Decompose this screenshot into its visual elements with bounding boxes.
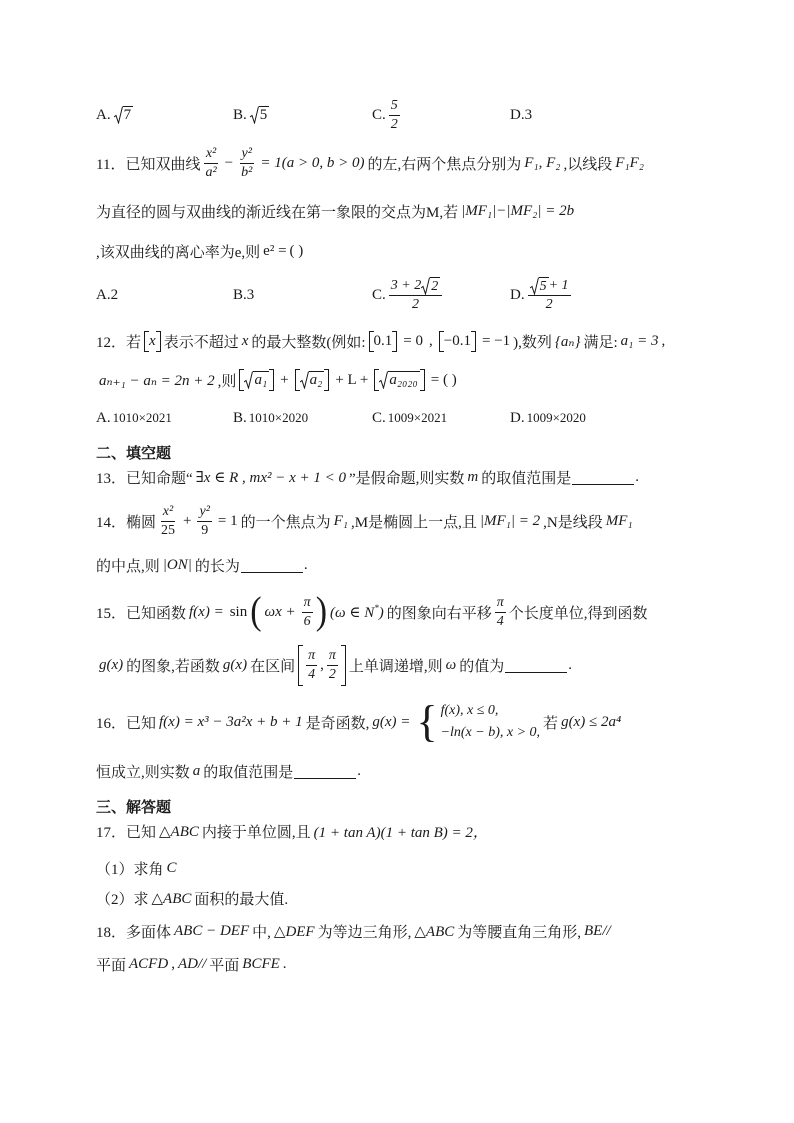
fraction-denominator: 2	[411, 296, 419, 312]
question-text: 在区间	[250, 658, 296, 675]
superscript: *	[374, 602, 379, 613]
question-text: 的图象,若函数	[126, 658, 220, 675]
fraction-numerator: π	[302, 594, 313, 613]
question-text: 17．已知	[96, 824, 157, 841]
option-value: 1009×2021	[387, 410, 448, 425]
question-text: ,	[171, 955, 175, 972]
right-parenthesis: )	[315, 590, 328, 633]
q10-option-b	[233, 103, 272, 127]
math-expression: △ABC	[414, 923, 455, 940]
option-text: D.3	[510, 106, 533, 123]
fraction-numerator: x²	[161, 503, 175, 522]
answer-blank	[294, 764, 356, 779]
question-text: ,N是线段	[543, 514, 603, 531]
question-text: （1）求角	[96, 861, 164, 878]
math-variable: a	[192, 762, 201, 779]
option-label: B.	[233, 409, 247, 426]
math-expression: e² =	[263, 242, 287, 259]
math-expression: ABC − DEF	[174, 922, 250, 939]
math-expression: △ABC	[151, 890, 192, 907]
interval-comma: ,	[320, 656, 324, 673]
question-text: 是奇函数,	[305, 715, 370, 732]
math-expression: ∃x ∈ R , mx² − x + 1 < 0	[195, 469, 346, 486]
math-expression: AD//	[177, 955, 207, 972]
question-text: 15．已知函数	[96, 605, 187, 622]
question-text: 12．若	[96, 334, 142, 351]
math-expression: g(x)	[99, 656, 124, 673]
fraction	[239, 145, 254, 182]
fraction-numerator: π	[327, 647, 338, 666]
question-text: （2）求	[96, 891, 149, 908]
fraction	[327, 647, 338, 684]
math-expression: |MF₁|−|MF₂| = 2b	[461, 202, 575, 219]
fraction-denominator: 6	[303, 613, 311, 629]
square-root	[250, 106, 270, 124]
option-value: 1010×2021	[112, 410, 172, 425]
math-expression: MF₁	[605, 512, 633, 529]
q16-line-2	[96, 759, 361, 783]
question-text: ,以线段	[563, 156, 613, 173]
fraction-numerator: x²	[204, 145, 218, 164]
q11-line-3	[96, 239, 303, 263]
question-text: 表示不超过	[163, 334, 239, 351]
question-text: .	[357, 762, 362, 779]
math-expression: f(x) = x³ − 3a²x + b + 1	[159, 713, 303, 730]
math-expression: g(x) =	[372, 713, 411, 730]
math-expression: = −1	[481, 332, 511, 349]
fraction-numerator: 5	[389, 97, 400, 116]
fraction-denominator: 9	[201, 522, 209, 538]
math-domain	[330, 603, 384, 622]
option-label: A.	[96, 106, 111, 123]
question-text: .	[568, 656, 572, 673]
q12-line-1	[96, 329, 665, 353]
q12-option-d	[510, 406, 586, 430]
option-value: 1009×2020	[526, 410, 586, 425]
math-expression: F₁F₂	[615, 154, 644, 171]
math-expression: BCFE	[242, 955, 280, 972]
question-text: 中,	[252, 924, 271, 941]
math-variable: C	[166, 859, 177, 876]
fraction	[495, 594, 506, 631]
domain-close: )	[378, 604, 384, 621]
fraction-numerator: y²	[240, 145, 254, 164]
option-label: C.	[372, 286, 386, 303]
question-text: 满足:	[583, 334, 618, 351]
square-root	[244, 371, 269, 389]
fraction-numerator	[389, 277, 442, 296]
square-root	[379, 371, 419, 389]
math-expression: ωx +	[264, 603, 296, 620]
floor-bracket	[295, 369, 330, 391]
q16-line-1	[96, 697, 624, 746]
fraction-denominator: 25	[161, 522, 176, 538]
option-text: A.2	[96, 286, 119, 303]
q15-line-1	[96, 590, 648, 633]
question-text: 若	[543, 715, 559, 732]
math-expression: = 1(a > 0, b > 0)	[260, 154, 365, 171]
fraction	[197, 503, 211, 540]
square-root	[421, 277, 440, 295]
floor-bracket	[239, 369, 274, 391]
radicand: 7	[123, 107, 132, 123]
question-text: .	[635, 468, 640, 485]
q11-option-b	[233, 283, 254, 307]
radicand: a₂	[309, 372, 323, 388]
math-expression: △ABC	[159, 823, 199, 840]
math-expression: (1 + tan A)(1 + tan B) = 2，	[313, 824, 488, 841]
radicand: a₂₀₂₀	[389, 372, 418, 388]
floor-content: x	[149, 332, 156, 349]
fraction-denominator: 2	[390, 116, 398, 132]
fraction-denominator: b²	[241, 164, 253, 180]
math-function: sin	[229, 603, 248, 620]
question-text: ,	[661, 332, 666, 349]
question-text: 的图象向右平移	[386, 605, 492, 622]
fraction-denominator: 4	[496, 613, 504, 629]
option-label: B.	[233, 106, 247, 123]
q11-option-c	[372, 277, 445, 312]
math-expression: g(x)	[222, 656, 248, 673]
radical-sign-icon	[379, 371, 388, 389]
q14-line-2	[96, 553, 308, 577]
q12-option-b	[233, 406, 308, 430]
question-text: 平面	[96, 957, 127, 974]
question-text: 的左,右两个焦点分别为	[367, 156, 522, 173]
floor-bracket	[439, 331, 476, 352]
question-text: 的取值范围是	[481, 470, 572, 487]
math-expression: |MF₁| = 2	[479, 512, 541, 529]
option-label: C.	[372, 106, 386, 123]
math-expression: f(x) =	[189, 603, 224, 620]
math-variable: x	[241, 332, 249, 349]
math-separator: ,	[429, 332, 433, 349]
floor-content: 0.1	[373, 332, 393, 349]
question-text: 的值为	[459, 658, 505, 675]
question-text: 平面	[209, 957, 240, 974]
answer-parentheses: ( )	[289, 242, 304, 259]
question-text: 上单调递增,则	[348, 658, 443, 675]
fraction	[306, 647, 317, 684]
answer-blank	[241, 558, 303, 573]
math-expression: BE//	[584, 922, 611, 939]
option-label: D.	[510, 409, 525, 426]
piecewise-cases	[441, 700, 540, 744]
math-operator: −	[224, 154, 234, 171]
question-text: ,M是椭圆上一点,且	[351, 514, 477, 531]
radical-sign-icon	[114, 106, 123, 124]
fraction-numerator: π	[306, 647, 317, 666]
q10-option-a	[96, 103, 136, 127]
square-root	[300, 371, 325, 389]
q13-line-1	[96, 465, 639, 489]
question-text: 为等边三角形,	[317, 924, 412, 941]
fraction	[159, 503, 177, 540]
q18-line-2	[96, 952, 287, 976]
q10-option-c	[372, 97, 403, 132]
fraction-denominator: 2	[328, 666, 336, 682]
radicand: 5	[539, 278, 547, 294]
radicand: 2	[431, 278, 439, 294]
math-expression: = 0	[403, 332, 424, 349]
fraction	[389, 277, 442, 314]
question-text: 14．椭圆	[96, 514, 157, 531]
math-expression: F₁	[333, 512, 349, 529]
question-text: 个长度单位,得到函数	[508, 605, 648, 622]
option-label: C.	[372, 409, 386, 426]
math-expression: g(x) ≤ 2a⁴	[561, 713, 622, 730]
fraction	[389, 97, 400, 134]
radicand: 5	[259, 107, 268, 123]
question-text: ,该双曲线的离心率为e,则	[96, 244, 261, 261]
math-variable: m	[467, 468, 479, 485]
q11-line-2	[96, 199, 577, 223]
math-expression: F₁, F₂	[524, 154, 561, 171]
radicand: a₁	[254, 372, 268, 388]
fraction-numerator: π	[495, 594, 506, 613]
question-text: 的最大整数(例如:	[251, 334, 366, 351]
math-expression: |ON|	[162, 556, 192, 573]
question-text: 18．多面体	[96, 924, 172, 941]
question-text: 的一个焦点为	[240, 514, 331, 531]
math-expression: aₙ₊₁ − aₙ = 2n + 2	[99, 372, 215, 389]
q12-option-a	[96, 406, 172, 430]
fraction-denominator: 2	[545, 296, 553, 312]
floor-bracket	[369, 331, 398, 352]
question-text: ”是假命题,则实数	[349, 470, 465, 487]
fraction-numerator: y²	[197, 503, 211, 522]
q11-line-1	[96, 145, 647, 180]
option-label: A.	[96, 409, 111, 426]
math-ellipsis: + L +	[335, 371, 369, 388]
q15-line-2	[96, 647, 572, 682]
q17-part-1	[96, 856, 180, 880]
numerator-term: + 1	[548, 277, 569, 293]
floor-bracket	[374, 369, 424, 391]
math-variable: ω	[445, 656, 457, 673]
fraction-numerator	[528, 277, 571, 296]
answer-blank	[505, 658, 567, 673]
question-text: 内接于单位圆,且	[201, 824, 311, 841]
math-expression: {aₙ}	[554, 333, 581, 350]
radical-sign-icon	[421, 277, 430, 295]
math-expression: = 1	[217, 512, 238, 529]
square-root	[530, 277, 549, 295]
question-text: 面积的最大值.	[194, 891, 289, 908]
interval-bracket	[298, 645, 346, 686]
option-value: 1010×2020	[248, 410, 309, 425]
question-text: 的中点,则	[96, 558, 160, 575]
question-text: 16．已知	[96, 715, 157, 732]
domain-text: (ω ∈ N	[330, 604, 375, 621]
question-text: 11．已知双曲线	[96, 156, 201, 173]
left-parenthesis: (	[250, 590, 262, 633]
radical-sign-icon	[250, 106, 259, 124]
question-text: 13．已知命题“	[96, 470, 193, 487]
q18-line-1	[96, 919, 614, 943]
q14-line-1	[96, 503, 636, 538]
q12-line-2	[96, 368, 460, 392]
q10-option-d	[510, 103, 532, 127]
case-row: f(x), x ≤ 0,	[440, 703, 499, 718]
question-text: 为等腰直角三角形,	[457, 924, 582, 941]
q12-option-c	[372, 406, 447, 430]
fraction	[528, 277, 571, 314]
radical-sign-icon	[300, 371, 309, 389]
option-label: D.	[510, 286, 525, 303]
square-root	[114, 106, 134, 124]
math-operator: +	[183, 512, 192, 529]
question-text: 的取值范围是	[203, 764, 294, 781]
q17-line-1	[96, 819, 491, 843]
question-text: .	[282, 955, 287, 972]
fraction-denominator: 4	[308, 666, 316, 682]
question-text: .	[303, 556, 308, 573]
floor-content: −0.1	[443, 332, 471, 349]
case-row: −ln(x − b), x > 0,	[440, 725, 541, 740]
q11-option-a	[96, 283, 118, 307]
math-expression: △DEF	[273, 923, 315, 940]
option-text: B.3	[233, 286, 255, 303]
numerator-term: 3 + 2	[390, 277, 422, 293]
floor-bracket	[144, 331, 161, 352]
question-text: ,则	[217, 373, 237, 390]
section-heading-fill-in: 二、填空题	[96, 445, 172, 462]
left-brace: {	[416, 697, 438, 746]
math-operator: +	[280, 371, 289, 388]
q17-part-2	[96, 886, 288, 910]
piecewise-function	[416, 697, 541, 746]
radical-sign-icon	[244, 371, 253, 389]
fraction-denominator: a²	[205, 164, 217, 180]
question-text: 为直径的圆与双曲线的渐近线在第一象限的交点为M,若	[96, 204, 459, 221]
question-text: 的长为	[194, 558, 240, 575]
q11-option-d	[510, 277, 574, 312]
radical-sign-icon	[530, 277, 539, 295]
answer-blank	[572, 470, 634, 485]
fraction	[302, 594, 313, 631]
section-heading-solutions: 三、解答题	[96, 799, 172, 816]
math-expression: a₁ = 3	[620, 332, 659, 349]
question-text: 恒成立,则实数	[96, 764, 190, 781]
fraction	[203, 145, 218, 182]
question-text: ),数列	[513, 334, 552, 351]
answer-parentheses: = ( )	[430, 371, 457, 388]
math-expression: ACFD	[129, 955, 169, 972]
